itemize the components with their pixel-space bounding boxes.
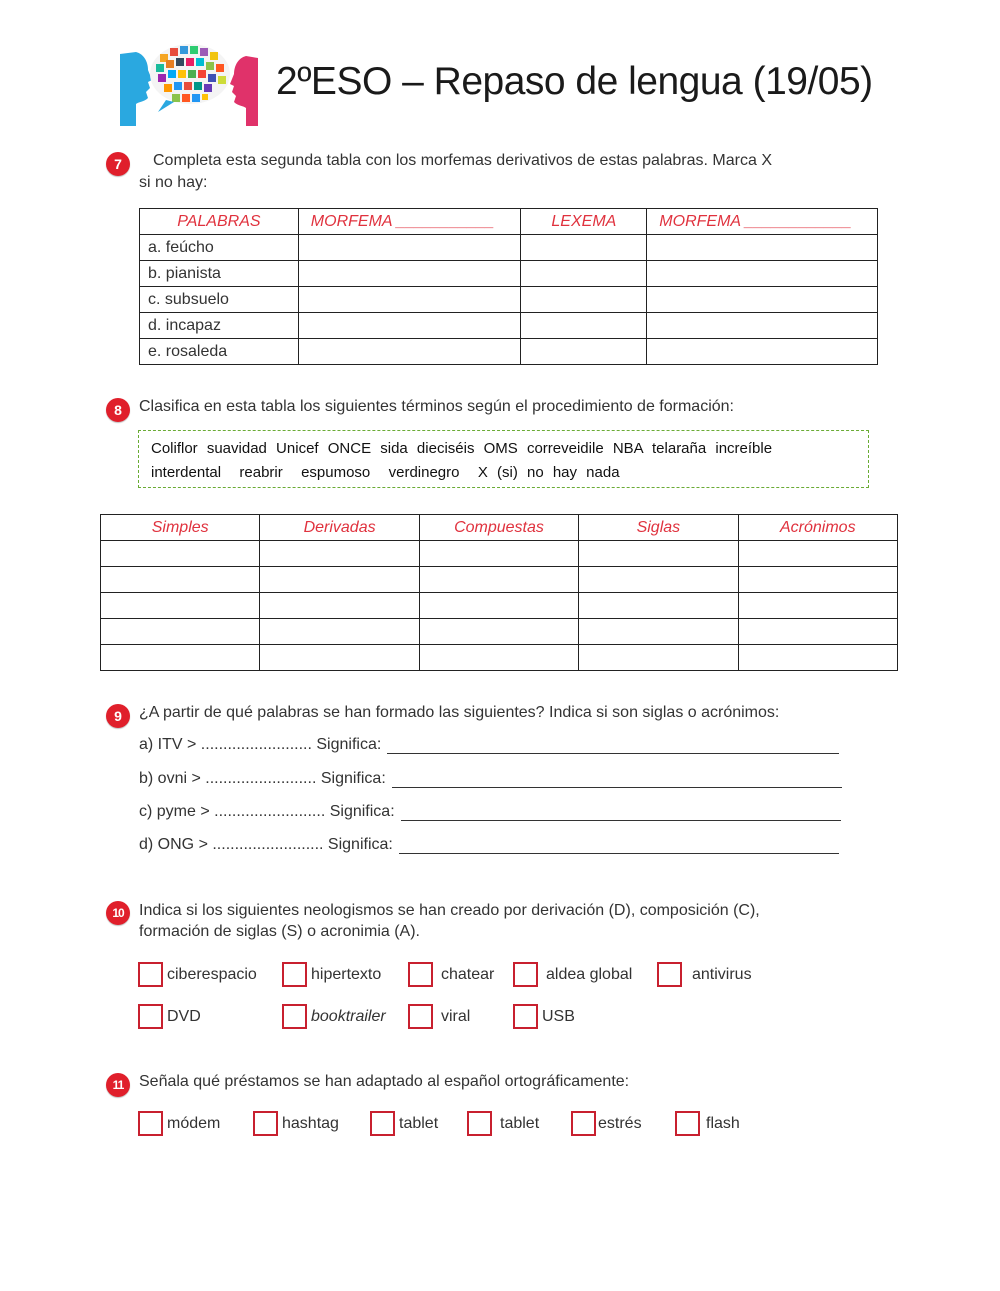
loanword-hashtag[interactable] xyxy=(253,1111,339,1136)
checkbox[interactable] xyxy=(408,1004,433,1029)
word-cell: a. feúcho xyxy=(140,235,299,261)
checkbox[interactable] xyxy=(513,962,538,987)
answer-cell[interactable] xyxy=(738,619,897,645)
question-7-badge: 7 xyxy=(106,152,130,176)
answer-cell[interactable] xyxy=(647,287,878,313)
checkbox[interactable] xyxy=(513,1004,538,1029)
question-10-badge: 10 xyxy=(106,901,130,925)
checkbox[interactable] xyxy=(138,962,163,987)
answer-cell[interactable] xyxy=(647,339,878,365)
answer-cell[interactable] xyxy=(647,313,878,339)
checkbox-label: DVD xyxy=(167,1007,201,1025)
acronym-label: b) ovni > ......................... Significa: xyxy=(139,770,386,787)
loanword-flash[interactable] xyxy=(675,1111,740,1136)
table-row xyxy=(140,235,878,261)
answer-line[interactable] xyxy=(401,805,841,821)
table-row xyxy=(140,339,878,365)
answer-cell[interactable] xyxy=(298,235,521,261)
table-row xyxy=(140,287,878,313)
acronym-item-b xyxy=(139,770,842,788)
table-row xyxy=(140,261,878,287)
table-row xyxy=(101,567,898,593)
table-row xyxy=(140,313,878,339)
page-title: 2ºESO – Repaso de lengua (19/05) xyxy=(276,60,873,103)
table-row xyxy=(101,593,898,619)
answer-cell[interactable] xyxy=(738,593,897,619)
checkbox-label: hipertexto xyxy=(311,965,382,983)
answer-cell[interactable] xyxy=(521,313,647,339)
neologism-dvd[interactable] xyxy=(138,1004,201,1029)
answer-cell[interactable] xyxy=(579,567,738,593)
question-7-text-line1: Completa esta segunda tabla con los morfemas derivativos de estas palabras. Marca X xyxy=(153,152,772,169)
checkbox-label: flash xyxy=(706,1114,740,1132)
acronym-item-d xyxy=(139,836,839,854)
table-row xyxy=(101,541,898,567)
answer-cell[interactable] xyxy=(647,261,878,287)
morpheme-table xyxy=(139,208,878,365)
acronym-item-a xyxy=(139,736,839,754)
speech-bubble-faces-logo xyxy=(118,40,260,126)
morpheme-table-header xyxy=(140,209,878,235)
loanword-tablet-2[interactable] xyxy=(467,1111,539,1136)
answer-cell[interactable] xyxy=(260,619,419,645)
checkbox[interactable] xyxy=(138,1004,163,1029)
answer-cell[interactable] xyxy=(260,567,419,593)
checkbox-label: tablet xyxy=(399,1114,439,1132)
table-row xyxy=(101,645,898,671)
checkbox[interactable] xyxy=(282,962,307,987)
answer-cell[interactable] xyxy=(298,261,521,287)
checkbox-label: antivirus xyxy=(692,965,752,983)
classification-table-header xyxy=(101,515,898,541)
answer-cell[interactable] xyxy=(101,619,260,645)
checkbox[interactable] xyxy=(370,1111,395,1136)
checkbox-label: chatear xyxy=(441,965,495,983)
neologism-viral[interactable] xyxy=(408,1004,470,1029)
checkbox[interactable] xyxy=(282,1004,307,1029)
answer-cell[interactable] xyxy=(579,593,738,619)
checkbox-label: hashtag xyxy=(282,1114,339,1132)
answer-line[interactable] xyxy=(392,772,842,788)
question-9-badge: 9 xyxy=(106,704,130,728)
neologism-aldea-global[interactable] xyxy=(513,962,632,987)
question-10-text-line2: formación de siglas (S) o acronimia (A). xyxy=(139,923,420,940)
answer-cell[interactable] xyxy=(738,541,897,567)
answer-cell[interactable] xyxy=(521,287,647,313)
loanword-tablet-1[interactable] xyxy=(370,1111,438,1136)
answer-cell[interactable] xyxy=(101,567,260,593)
question-11-text: Señala qué préstamos se han adaptado al español ortográficamente: xyxy=(139,1073,630,1090)
answer-cell[interactable] xyxy=(101,645,260,671)
checkbox-label: USB xyxy=(542,1007,575,1025)
checkbox[interactable] xyxy=(571,1111,596,1136)
answer-cell[interactable] xyxy=(260,593,419,619)
header-derivadas: Derivadas xyxy=(260,515,419,541)
answer-cell[interactable] xyxy=(579,619,738,645)
answer-line[interactable] xyxy=(399,838,839,854)
header-simples: Simples xyxy=(101,515,260,541)
answer-cell[interactable] xyxy=(521,235,647,261)
checkbox-label: ciberespacio xyxy=(167,965,257,983)
answer-cell[interactable] xyxy=(738,567,897,593)
answer-cell[interactable] xyxy=(101,541,260,567)
header-compuestas: Compuestas xyxy=(419,515,578,541)
answer-cell[interactable] xyxy=(521,261,647,287)
checkbox[interactable] xyxy=(467,1111,492,1136)
neologism-usb[interactable] xyxy=(513,1004,575,1029)
word-cell: e. rosaleda xyxy=(140,339,299,365)
answer-cell[interactable] xyxy=(419,619,578,645)
header-morfema-1: MORFEMA ___________ xyxy=(298,209,521,235)
word-cell: b. pianista xyxy=(140,261,299,287)
neologism-antivirus[interactable] xyxy=(657,962,752,987)
acronym-label: a) ITV > ......................... Significa: xyxy=(139,736,382,753)
acronym-label: c) pyme > ......................... Significa: xyxy=(139,803,395,820)
question-11-badge: 11 xyxy=(106,1073,130,1097)
header-siglas: Siglas xyxy=(579,515,738,541)
word-bank-box xyxy=(138,430,869,488)
answer-cell[interactable] xyxy=(647,235,878,261)
answer-cell[interactable] xyxy=(298,339,521,365)
classification-table xyxy=(100,514,898,671)
answer-cell[interactable] xyxy=(419,593,578,619)
checkbox-label: viral xyxy=(441,1007,471,1025)
table-row xyxy=(101,619,898,645)
answer-cell[interactable] xyxy=(419,567,578,593)
answer-cell[interactable] xyxy=(101,593,260,619)
neologism-hipertexto[interactable] xyxy=(282,962,381,987)
header-lexema: LEXEMA xyxy=(521,209,647,235)
checkbox-label: módem xyxy=(167,1114,221,1132)
answer-cell[interactable] xyxy=(521,339,647,365)
question-8-text: Clasifica en esta tabla los siguientes términos según el procedimiento de formación: xyxy=(139,398,734,415)
question-10-text-line1: Indica si los siguientes neologismos se han creado por derivación (D), composición (C), xyxy=(139,902,760,919)
answer-cell[interactable] xyxy=(260,541,419,567)
question-7-text-line2: si no hay: xyxy=(139,174,208,191)
checkbox[interactable] xyxy=(657,962,682,987)
answer-cell[interactable] xyxy=(579,645,738,671)
answer-cell[interactable] xyxy=(419,645,578,671)
loanword-modem[interactable] xyxy=(138,1111,220,1136)
answer-cell[interactable] xyxy=(298,287,521,313)
word-bank-line1: Coliflor suavidad Unicef ONCE sida dieciséis OMS correveidile NBA telaraña increíble xyxy=(151,440,773,457)
header-acronimos: Acrónimos xyxy=(738,515,897,541)
word-cell: c. subsuelo xyxy=(140,287,299,313)
checkbox-label: tablet xyxy=(500,1114,540,1132)
checkbox[interactable] xyxy=(138,1111,163,1136)
checkbox-label: estrés xyxy=(598,1114,642,1132)
header-morfema-2: MORFEMA ____________ xyxy=(647,209,878,235)
word-bank-line2: interdental reabrir espumoso verdinegro X (si) no hay nada xyxy=(151,464,620,481)
question-8-badge: 8 xyxy=(106,398,130,422)
answer-cell[interactable] xyxy=(260,645,419,671)
acronym-item-c xyxy=(139,803,841,821)
acronym-label: d) ONG > ......................... Significa: xyxy=(139,836,393,853)
loanword-estres[interactable] xyxy=(571,1111,642,1136)
answer-cell[interactable] xyxy=(419,541,578,567)
question-9-text: ¿A partir de qué palabras se han formado las siguientes? Indica si son siglas o acrónimos: xyxy=(139,704,780,721)
checkbox-label: aldea global xyxy=(546,965,633,983)
answer-cell[interactable] xyxy=(579,541,738,567)
header-palabras: PALABRAS xyxy=(140,209,299,235)
answer-cell[interactable] xyxy=(298,313,521,339)
checkbox[interactable] xyxy=(408,962,433,987)
word-cell: d. incapaz xyxy=(140,313,299,339)
answer-cell[interactable] xyxy=(738,645,897,671)
neologism-chatear[interactable] xyxy=(408,962,494,987)
checkbox-label: booktrailer xyxy=(311,1007,386,1025)
answer-line[interactable] xyxy=(387,738,839,754)
neologism-booktrailer[interactable] xyxy=(282,1004,386,1029)
checkbox[interactable] xyxy=(253,1111,278,1136)
checkbox[interactable] xyxy=(675,1111,700,1136)
neologism-ciberespacio[interactable] xyxy=(138,962,257,987)
